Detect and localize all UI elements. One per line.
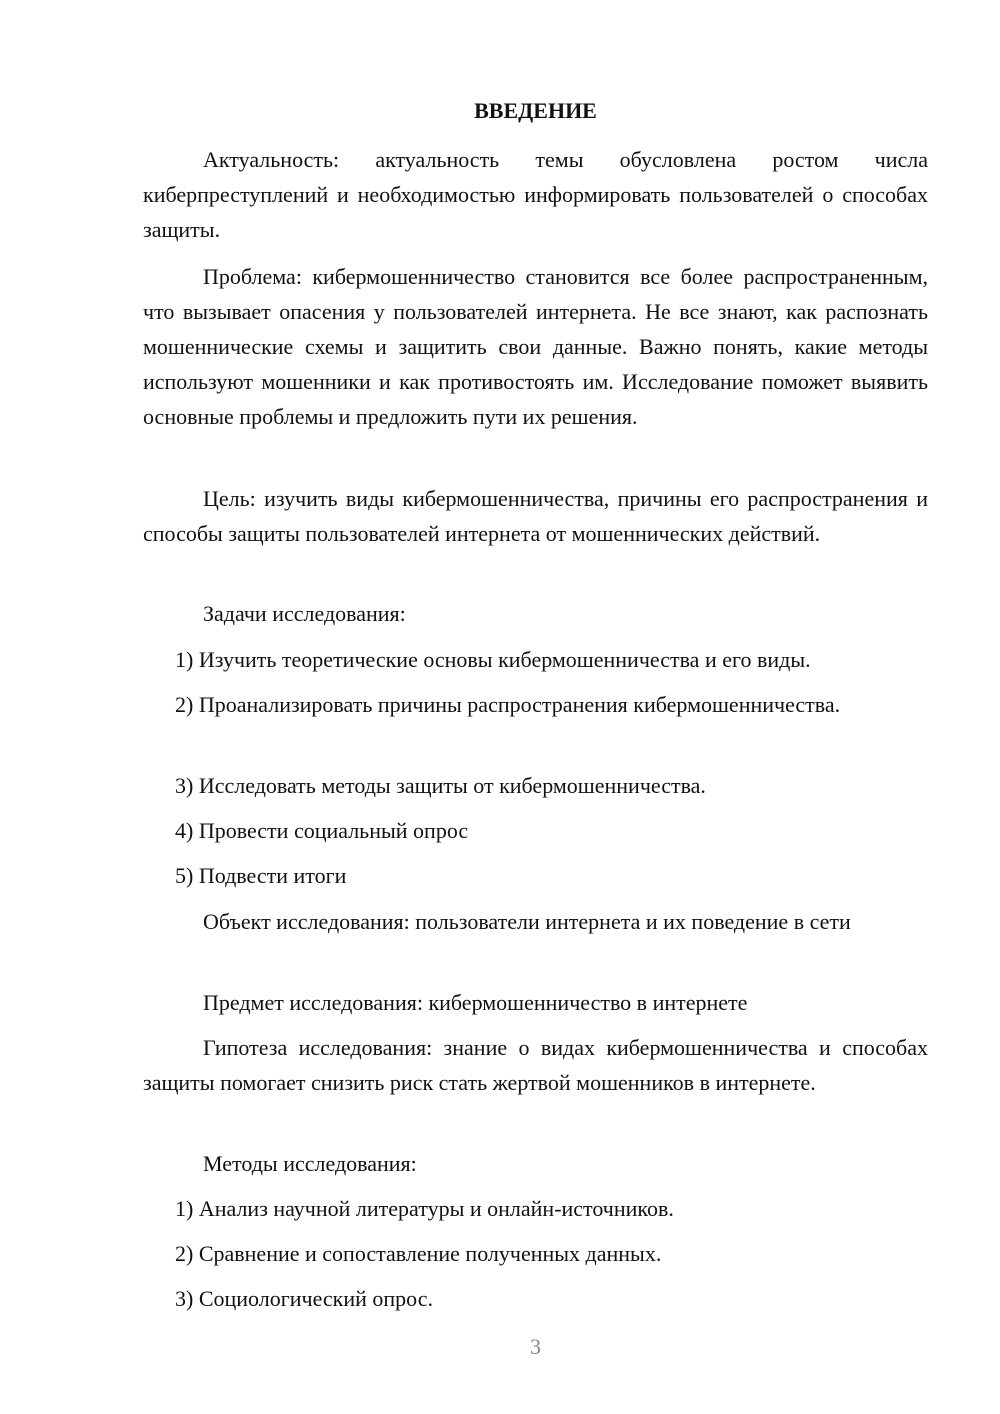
list-item-method-3: 3) Социологический опрос. (175, 1286, 433, 1311)
paragraph-relevance: Актуальность: актуальность темы обусловлена ростом числа киберпреступлений и необходимостью информировать пользователей о способах защиты. (143, 147, 928, 242)
paragraph-problem: Проблема: кибермошенничество становится все более распространенным, что вызывает опасения у пользователей интернета. Не все знают, как распознать мошеннические схемы и защитить свои данные. Важно понять, какие методы используют мошенники и как противостоять им. Исследование поможет выявить основные проблемы и предложить пути их решения. (143, 264, 928, 429)
list-item-task-4: 4) Провести социальный опрос (175, 818, 469, 843)
paragraph-methods-heading: Методы исследования: (203, 1151, 417, 1176)
page-title: ВВЕДЕНИЕ (474, 98, 597, 123)
paragraph-object: Объект исследования: пользователи интернета и их поведение в сети (203, 909, 851, 934)
paragraph-subject: Предмет исследования: кибермошенничество в интернете (203, 990, 748, 1015)
paragraph-tasks-heading: Задачи исследования: (203, 601, 406, 626)
page-number: 3 (530, 1334, 541, 1359)
list-item-task-5: 5) Подвести итоги (175, 863, 347, 888)
paragraph-hypothesis: Гипотеза исследования: знание о видах кибермошенничества и способах защиты помогает снизить риск стать жертвой мошенников в интернете. (143, 1035, 928, 1095)
list-item-task-3: 3) Исследовать методы защиты от кибермошенничества. (175, 773, 706, 798)
list-item-method-2: 2) Сравнение и сопоставление полученных данных. (175, 1241, 662, 1266)
paragraph-goal: Цель: изучить виды кибермошенничества, причины его распространения и способы защиты пользователей интернета от мошеннических действий. (143, 486, 928, 546)
list-item-method-1: 1) Анализ научной литературы и онлайн-источников. (175, 1196, 674, 1221)
list-item-task-2: 2) Проанализировать причины распространения кибермошенничества. (175, 692, 841, 717)
list-item-task-1: 1) Изучить теоретические основы кибермошенничества и его виды. (175, 647, 811, 672)
